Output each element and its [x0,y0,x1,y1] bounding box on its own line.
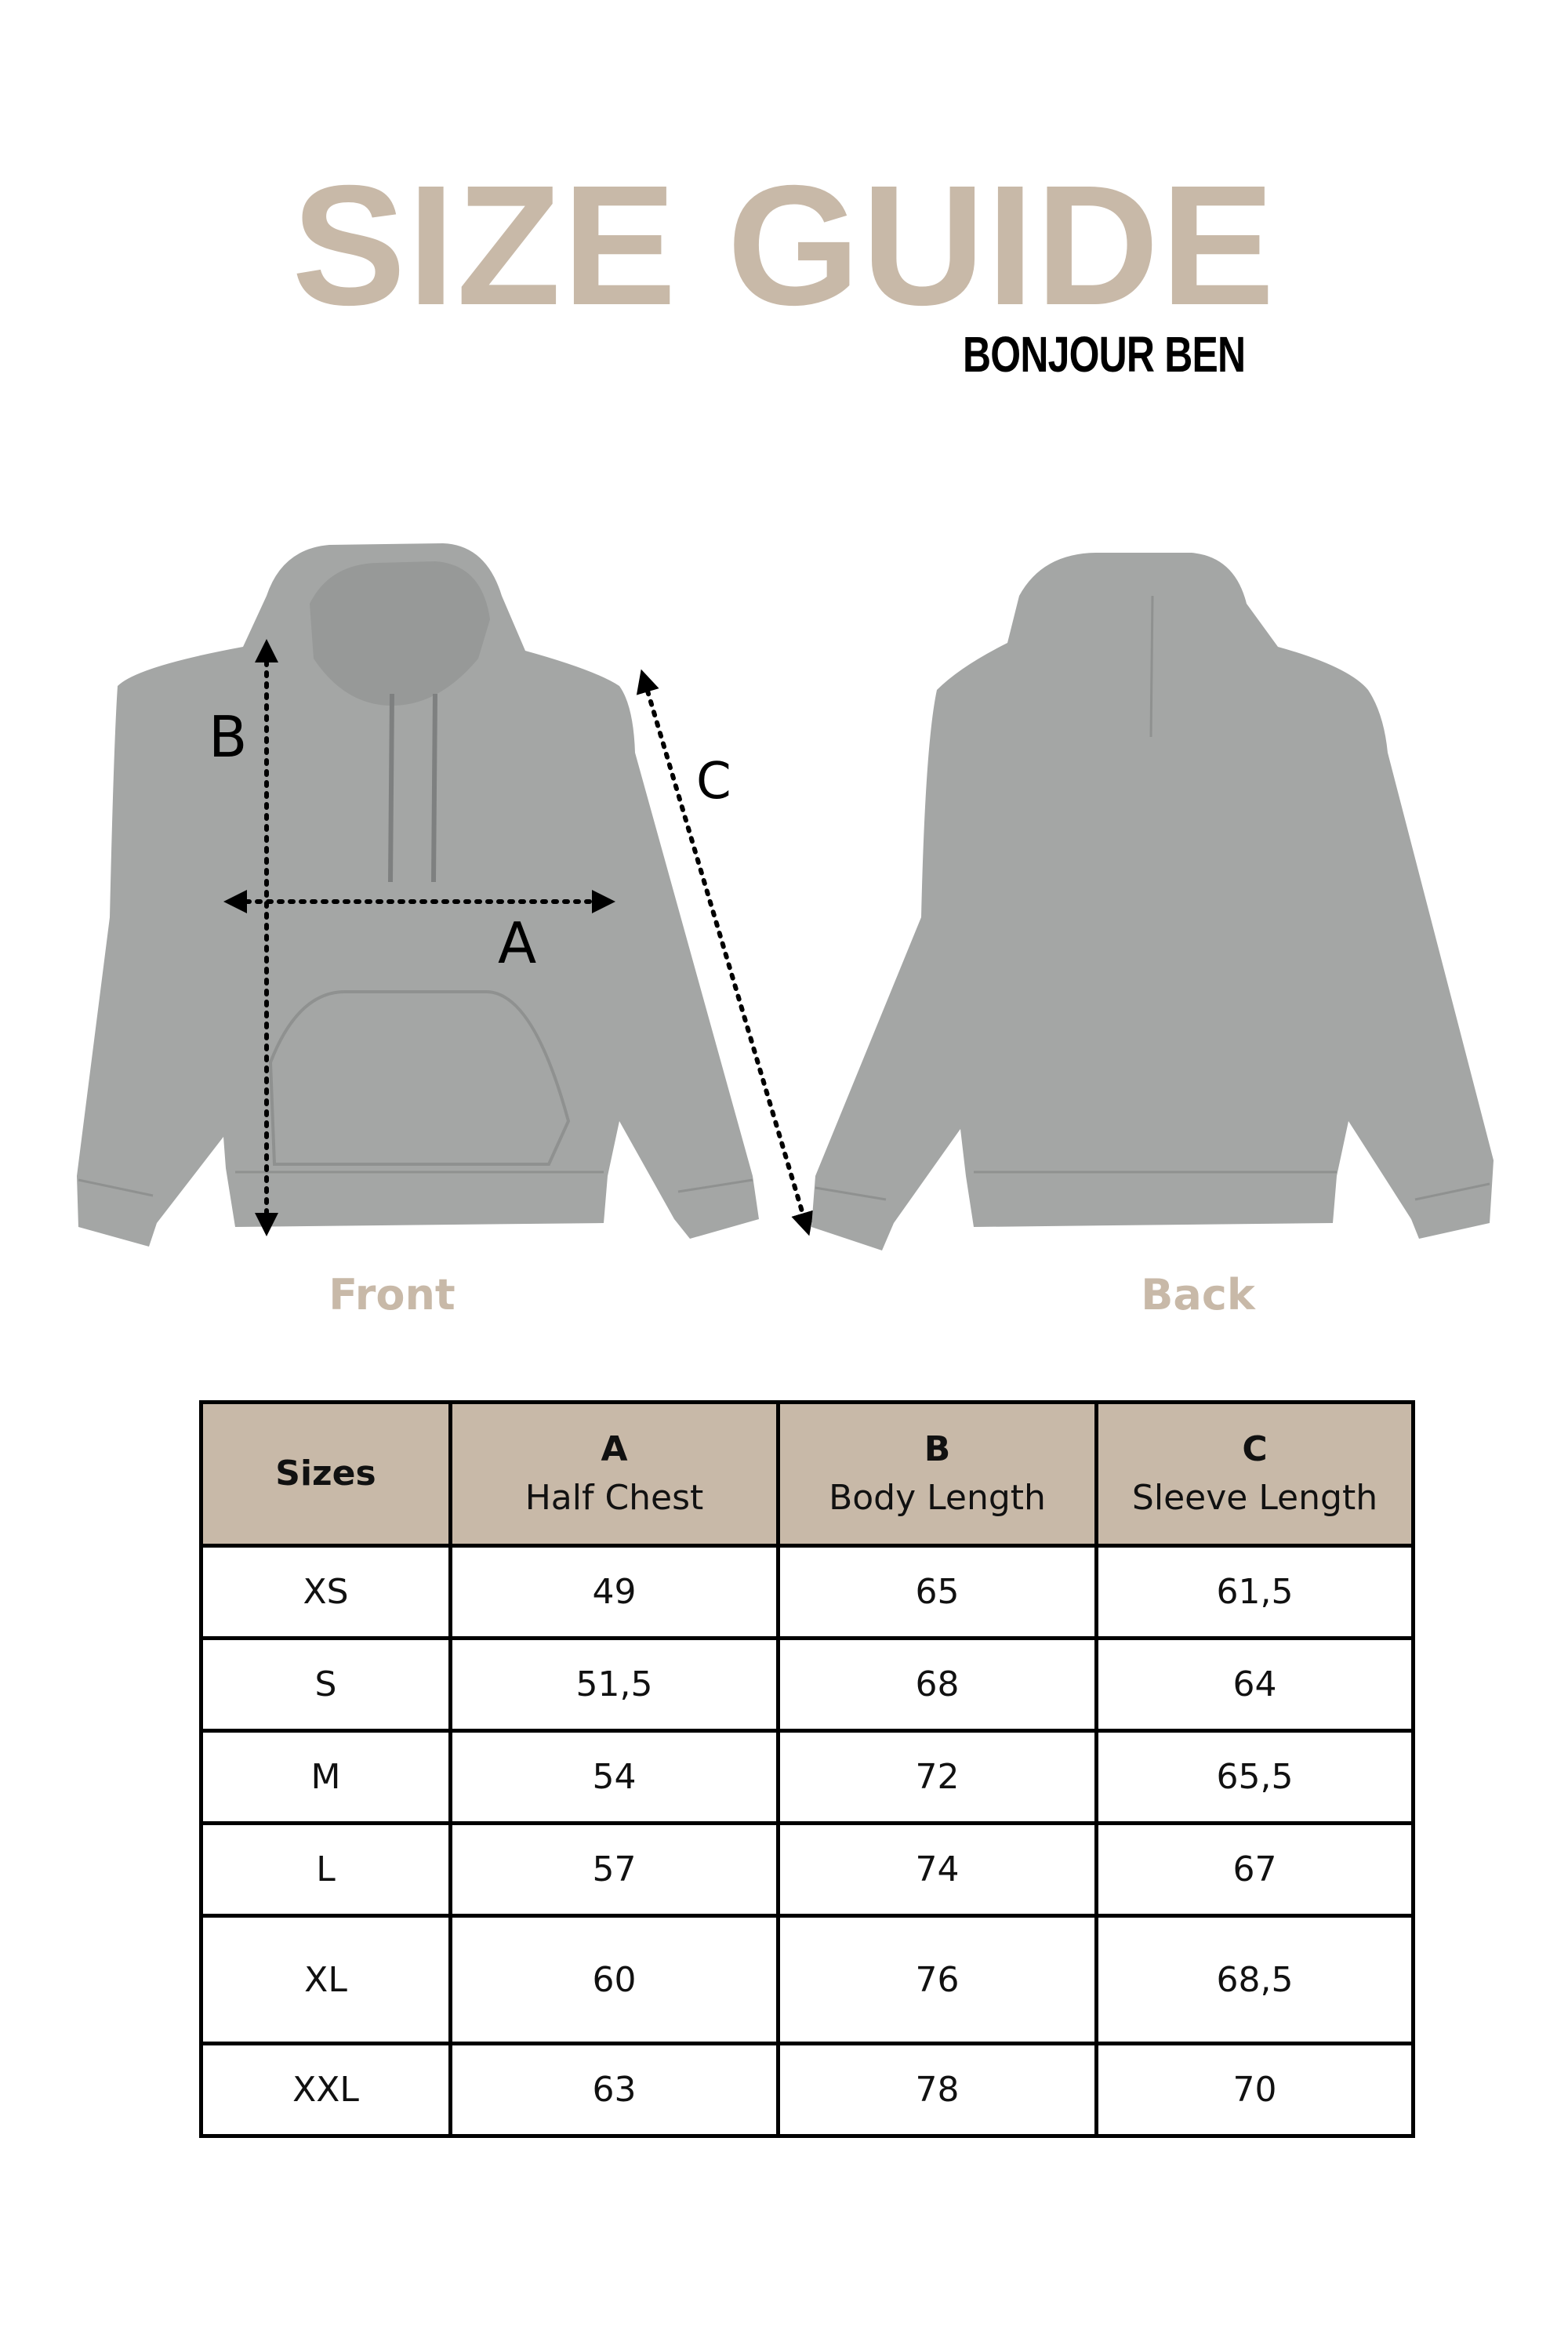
half-chest-cell: 49 [451,1546,779,1639]
brand-logo-text: BONJOUR BEN [963,326,1246,383]
column-header-sizes: Sizes [201,1403,451,1546]
half-chest-cell: 51,5 [451,1639,779,1731]
drawstring-left-icon [390,694,392,882]
table-row [201,1916,1414,2044]
hoodie-illustrations [0,533,1568,1270]
body-length-cell: 68 [779,1639,1097,1731]
measure-label-b: B [209,704,248,770]
size-cell: M [201,1731,451,1824]
column-label: Body Length [829,1478,1046,1518]
back-hoodie-illustration [811,553,1494,1250]
front-hoodie-illustration [77,543,806,1247]
column-label: Sleeve Length [1131,1478,1378,1518]
column-header-sleeve-length [1097,1403,1414,1546]
sleeve-length-cell: 68,5 [1097,1916,1414,2044]
measure-label-a: A [498,910,537,976]
half-chest-cell: 63 [451,2044,779,2136]
body-length-cell: 78 [779,2044,1097,2136]
table-row [201,1824,1414,1916]
body-length-cell: 76 [779,1916,1097,2044]
sleeve-length-cell: 70 [1097,2044,1414,2136]
column-header-half-chest [451,1403,779,1546]
drawstring-right-icon [434,694,435,882]
table-header-row [201,1403,1414,1546]
half-chest-cell: 60 [451,1916,779,2044]
front-view-label: Front [328,1270,456,1319]
size-table [199,1400,1415,2138]
page-title: SIZE GUIDE [292,151,1276,341]
column-letter: A [601,1429,628,1470]
body-length-cell: 72 [779,1731,1097,1824]
body-length-cell: 65 [779,1546,1097,1639]
column-letter: C [1242,1429,1268,1470]
column-letter: B [924,1429,951,1470]
size-cell: XL [201,1916,451,2044]
sleeve-length-cell: 67 [1097,1824,1414,1916]
back-hood-seam [1151,596,1152,737]
size-cell: XXL [201,2044,451,2136]
sleeve-length-cell: 64 [1097,1639,1414,1731]
table-row [201,1639,1414,1731]
sleeve-length-cell: 61,5 [1097,1546,1414,1639]
column-header-body-length [779,1403,1097,1546]
column-label: Half Chest [524,1478,704,1518]
half-chest-cell: 54 [451,1731,779,1824]
size-cell: XS [201,1546,451,1639]
half-chest-cell: 57 [451,1824,779,1916]
body-length-cell: 74 [779,1824,1097,1916]
size-cell: L [201,1824,451,1916]
back-view-label: Back [1141,1270,1255,1319]
table-row [201,1731,1414,1824]
sleeve-length-cell: 65,5 [1097,1731,1414,1824]
table-row [201,1546,1414,1639]
measure-label-c: C [696,753,731,811]
size-cell: S [201,1639,451,1731]
table-row [201,2044,1414,2136]
